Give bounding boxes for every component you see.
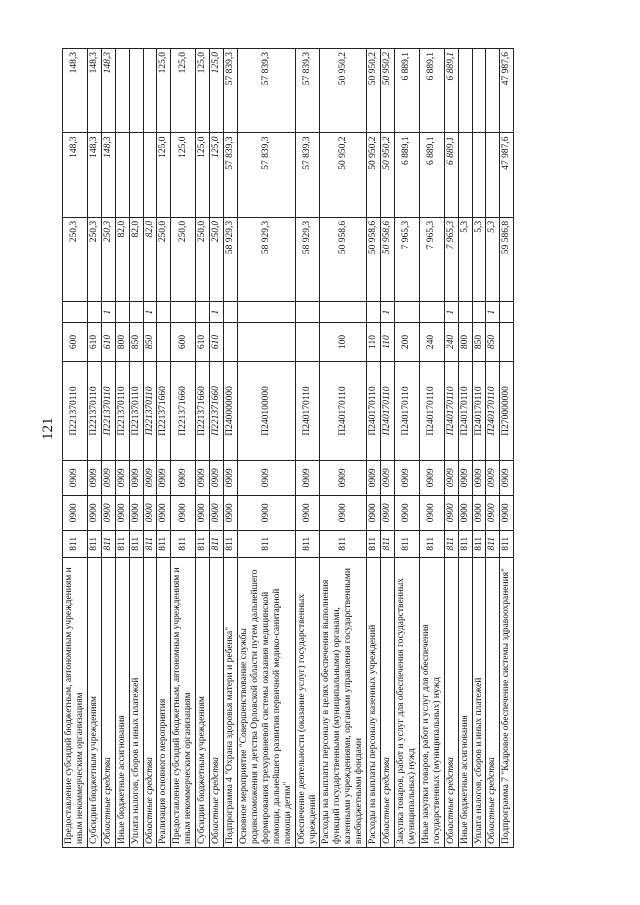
section-cell: 0900 <box>63 495 88 530</box>
section-cell: 0900 <box>458 495 472 530</box>
expense-type-cell <box>157 322 171 361</box>
amount-1-cell: 50 958,6 <box>381 217 395 301</box>
table-row <box>224 49 238 848</box>
marker-cell <box>320 302 367 323</box>
target-article-cell: П221370110 <box>101 362 115 461</box>
row-name-cell: Расходы на выплаты персоналу казенных учреждений <box>367 557 381 847</box>
amount-3-cell: 57 839,3 <box>224 49 238 134</box>
marker-cell: 1 <box>444 302 458 323</box>
amount-1-cell: 5,3 <box>458 217 472 301</box>
amount-2-cell <box>472 133 486 217</box>
row-name-cell: Иные бюджетные ассигнования <box>458 557 472 847</box>
target-article-cell: П221371660 <box>157 362 171 461</box>
subsection-cell: 0909 <box>129 460 143 495</box>
amount-1-cell: 250,0 <box>210 217 224 301</box>
amount-3-cell <box>143 49 157 134</box>
subsection-cell: 0909 <box>87 460 101 495</box>
marker-cell: 1 <box>486 302 500 323</box>
amount-2-cell: 47 987,6 <box>500 133 514 217</box>
table-row <box>500 49 514 848</box>
row-name-cell: Субсидии бюджетным учреждениям <box>87 557 101 847</box>
section-cell: 0900 <box>171 495 196 530</box>
budget-table-sheet <box>62 48 562 848</box>
grbs-cell: 811 <box>419 530 444 557</box>
row-name-cell: Подпрограмма 7 "Кадровое обеспечение системы здравоохранения" <box>500 557 514 847</box>
expense-type-cell: 240 <box>419 322 444 361</box>
subsection-cell: 0909 <box>196 460 210 495</box>
target-article-cell: П240170110 <box>486 362 500 461</box>
amount-1-cell: 58 929,3 <box>237 217 295 301</box>
expense-type-cell <box>224 322 238 361</box>
amount-2-cell: 50 950,2 <box>320 133 367 217</box>
table-row <box>472 49 486 848</box>
marker-cell <box>224 302 238 323</box>
amount-3-cell <box>458 49 472 134</box>
target-article-cell: П270000000 <box>500 362 514 461</box>
target-article-cell: П240170110 <box>381 362 395 461</box>
target-article-cell: П240170110 <box>419 362 444 461</box>
grbs-cell: 811 <box>129 530 143 557</box>
target-article-cell: П240170110 <box>458 362 472 461</box>
target-article-cell: П240170110 <box>320 362 367 461</box>
amount-1-cell: 250,0 <box>196 217 210 301</box>
marker-cell <box>367 302 381 323</box>
amount-3-cell: 6 889,1 <box>394 49 419 134</box>
marker-cell: 1 <box>101 302 115 323</box>
amount-1-cell: 58 929,3 <box>295 217 320 301</box>
subsection-cell: 0909 <box>143 460 157 495</box>
grbs-cell: 811 <box>367 530 381 557</box>
expense-type-cell: 800 <box>458 322 472 361</box>
table-row <box>458 49 472 848</box>
amount-2-cell <box>143 133 157 217</box>
section-cell: 0900 <box>196 495 210 530</box>
table-row <box>210 49 224 848</box>
table-row <box>157 49 171 848</box>
grbs-cell: 811 <box>115 530 129 557</box>
table-row <box>143 49 157 848</box>
amount-1-cell: 7 965,3 <box>444 217 458 301</box>
section-cell: 0900 <box>237 495 295 530</box>
amount-2-cell <box>458 133 472 217</box>
amount-1-cell: 82,0 <box>143 217 157 301</box>
amount-3-cell: 50 950,2 <box>367 49 381 134</box>
row-name-cell: Областные средства <box>210 557 224 847</box>
section-cell: 0900 <box>295 495 320 530</box>
marker-cell <box>157 302 171 323</box>
amount-1-cell: 82,0 <box>115 217 129 301</box>
row-name-cell: Областные средства <box>143 557 157 847</box>
marker-cell: 1 <box>143 302 157 323</box>
table-row <box>87 49 101 848</box>
target-article-cell: П221371660 <box>196 362 210 461</box>
amount-3-cell <box>486 49 500 134</box>
row-name-cell: Предоставление субсидий бюджетным, автономным учреждениям и иным некоммерческим организациям <box>171 557 196 847</box>
expense-type-cell: 110 <box>381 322 395 361</box>
subsection-cell: 0909 <box>458 460 472 495</box>
table-row <box>320 49 367 848</box>
section-cell: 0900 <box>210 495 224 530</box>
table-row <box>367 49 381 848</box>
subsection-cell: 0909 <box>444 460 458 495</box>
target-article-cell: П221370110 <box>143 362 157 461</box>
subsection-cell: 0909 <box>367 460 381 495</box>
expense-type-cell: 610 <box>210 322 224 361</box>
table-row <box>196 49 210 848</box>
subsection-cell: 0909 <box>237 460 295 495</box>
grbs-cell: 811 <box>444 530 458 557</box>
grbs-cell: 811 <box>101 530 115 557</box>
amount-1-cell: 5,3 <box>472 217 486 301</box>
grbs-cell: 811 <box>210 530 224 557</box>
row-name-cell: Областные средства <box>486 557 500 847</box>
marker-cell <box>500 302 514 323</box>
section-cell: 0900 <box>500 495 514 530</box>
row-name-cell: Обеспечение деятельности (оказание услуг) государственных учреждений <box>295 557 320 847</box>
amount-2-cell: 57 839,3 <box>224 133 238 217</box>
amount-1-cell: 250,3 <box>63 217 88 301</box>
subsection-cell: 0909 <box>171 460 196 495</box>
table-row <box>295 49 320 848</box>
subsection-cell: 0909 <box>210 460 224 495</box>
section-cell: 0900 <box>224 495 238 530</box>
amount-2-cell: 148,3 <box>101 133 115 217</box>
target-article-cell: П240170110 <box>367 362 381 461</box>
section-cell: 0900 <box>320 495 367 530</box>
amount-2-cell: 57 839,3 <box>295 133 320 217</box>
table-row <box>101 49 115 848</box>
target-article-cell: П221371660 <box>210 362 224 461</box>
amount-3-cell: 148,3 <box>87 49 101 134</box>
subsection-cell: 0909 <box>101 460 115 495</box>
row-name-cell: Расходы на выплаты персоналу в целях обеспечения выполнения функций государственными (муниципальными) органами, казенными учреждениями, органами управления государственными внебюджетными фондами <box>320 557 367 847</box>
subsection-cell: 0909 <box>419 460 444 495</box>
section-cell: 0900 <box>115 495 129 530</box>
amount-3-cell: 148,3 <box>101 49 115 134</box>
amount-2-cell: 125,0 <box>171 133 196 217</box>
row-name-cell: Подпрограмма 4 "Охрана здоровья матери и ребенка" <box>224 557 238 847</box>
amount-2-cell: 57 839,3 <box>237 133 295 217</box>
amount-1-cell: 7 965,3 <box>394 217 419 301</box>
subsection-cell: 0909 <box>472 460 486 495</box>
section-cell: 0900 <box>472 495 486 530</box>
amount-1-cell: 58 929,3 <box>224 217 238 301</box>
marker-cell <box>115 302 129 323</box>
section-cell: 0900 <box>101 495 115 530</box>
grbs-cell: 811 <box>295 530 320 557</box>
row-name-cell: Областные средства <box>101 557 115 847</box>
marker-cell: 1 <box>381 302 395 323</box>
amount-3-cell <box>115 49 129 134</box>
section-cell: 0900 <box>444 495 458 530</box>
amount-3-cell: 6 889,1 <box>444 49 458 134</box>
target-article-cell: П221370110 <box>87 362 101 461</box>
subsection-cell: 0909 <box>500 460 514 495</box>
amount-3-cell: 125,0 <box>171 49 196 134</box>
subsection-cell: 0909 <box>224 460 238 495</box>
table-row <box>419 49 444 848</box>
row-name-cell: Иные закупки товаров, работ и услуг для обеспечения государственных (муниципальных) нужд <box>419 557 444 847</box>
section-cell: 0900 <box>381 495 395 530</box>
table-row <box>115 49 129 848</box>
amount-1-cell: 59 586,8 <box>500 217 514 301</box>
row-name-cell: Основное мероприятие "Совершенствование службы родовспоможения и детства Орловской области путем дальнейшего формирования трехуровневой системы оказания медицинской помощи, дальнейшего развития первичной медико-санитарной помощи детям" <box>237 557 295 847</box>
amount-2-cell <box>115 133 129 217</box>
target-article-cell: П240170110 <box>295 362 320 461</box>
expense-type-cell: 850 <box>143 322 157 361</box>
subsection-cell: 0909 <box>157 460 171 495</box>
target-article-cell: П221371660 <box>171 362 196 461</box>
budget-table <box>62 48 514 848</box>
expense-type-cell <box>500 322 514 361</box>
expense-type-cell: 610 <box>101 322 115 361</box>
amount-1-cell: 50 958,6 <box>367 217 381 301</box>
amount-2-cell <box>129 133 143 217</box>
target-article-cell: П221370110 <box>63 362 88 461</box>
expense-type-cell: 800 <box>115 322 129 361</box>
expense-type-cell: 600 <box>171 322 196 361</box>
grbs-cell: 811 <box>486 530 500 557</box>
amount-3-cell: 57 839,3 <box>295 49 320 134</box>
row-name-cell: Реализация основного мероприятия <box>157 557 171 847</box>
grbs-cell: 811 <box>472 530 486 557</box>
grbs-cell: 811 <box>143 530 157 557</box>
target-article-cell: П221370110 <box>129 362 143 461</box>
grbs-cell: 811 <box>458 530 472 557</box>
subsection-cell: 0909 <box>320 460 367 495</box>
expense-type-cell <box>237 322 295 361</box>
marker-cell <box>171 302 196 323</box>
target-article-cell: П240170110 <box>444 362 458 461</box>
amount-3-cell <box>472 49 486 134</box>
row-name-cell: Субсидии бюджетным учреждениям <box>196 557 210 847</box>
row-name-cell: Уплата налогов, сборов и иных платежей <box>129 557 143 847</box>
expense-type-cell: 100 <box>320 322 367 361</box>
target-article-cell: П240100000 <box>237 362 295 461</box>
amount-2-cell: 6 889,1 <box>394 133 419 217</box>
expense-type-cell: 610 <box>87 322 101 361</box>
section-cell: 0900 <box>87 495 101 530</box>
amount-1-cell: 50 958,6 <box>320 217 367 301</box>
amount-2-cell: 125,0 <box>196 133 210 217</box>
row-name-cell: Областные средства <box>381 557 395 847</box>
expense-type-cell: 850 <box>129 322 143 361</box>
grbs-cell: 811 <box>237 530 295 557</box>
target-article-cell: П240170110 <box>394 362 419 461</box>
grbs-cell: 811 <box>196 530 210 557</box>
table-row <box>63 49 88 848</box>
amount-3-cell: 125,0 <box>157 49 171 134</box>
grbs-cell: 811 <box>87 530 101 557</box>
amount-1-cell: 250,3 <box>101 217 115 301</box>
section-cell: 0900 <box>157 495 171 530</box>
amount-3-cell: 125,0 <box>210 49 224 134</box>
amount-1-cell: 250,0 <box>171 217 196 301</box>
row-name-cell: Иные бюджетные ассигнования <box>115 557 129 847</box>
table-row <box>381 49 395 848</box>
marker-cell: 1 <box>210 302 224 323</box>
marker-cell <box>237 302 295 323</box>
expense-type-cell: 850 <box>472 322 486 361</box>
expense-type-cell: 850 <box>486 322 500 361</box>
marker-cell <box>419 302 444 323</box>
amount-3-cell: 6 889,1 <box>419 49 444 134</box>
subsection-cell: 0909 <box>115 460 129 495</box>
amount-3-cell: 125,0 <box>196 49 210 134</box>
grbs-cell: 811 <box>500 530 514 557</box>
table-row <box>171 49 196 848</box>
amount-2-cell: 125,0 <box>210 133 224 217</box>
section-cell: 0900 <box>486 495 500 530</box>
row-name-cell: Уплата налогов, сборов и иных платежей <box>472 557 486 847</box>
table-row <box>486 49 500 848</box>
subsection-cell: 0909 <box>486 460 500 495</box>
grbs-cell: 811 <box>171 530 196 557</box>
amount-3-cell <box>129 49 143 134</box>
grbs-cell: 811 <box>381 530 395 557</box>
section-cell: 0900 <box>129 495 143 530</box>
marker-cell <box>295 302 320 323</box>
marker-cell <box>196 302 210 323</box>
table-row <box>394 49 419 848</box>
expense-type-cell <box>295 322 320 361</box>
section-cell: 0900 <box>367 495 381 530</box>
amount-1-cell: 82,0 <box>129 217 143 301</box>
amount-1-cell: 5,3 <box>486 217 500 301</box>
grbs-cell: 811 <box>320 530 367 557</box>
amount-2-cell: 50 950,2 <box>381 133 395 217</box>
marker-cell <box>458 302 472 323</box>
section-cell: 0900 <box>143 495 157 530</box>
expense-type-cell: 200 <box>394 322 419 361</box>
page-number: 121 <box>40 417 56 440</box>
amount-2-cell <box>486 133 500 217</box>
amount-1-cell: 250,3 <box>87 217 101 301</box>
subsection-cell: 0909 <box>63 460 88 495</box>
expense-type-cell: 110 <box>367 322 381 361</box>
table-row <box>237 49 295 848</box>
marker-cell <box>63 302 88 323</box>
marker-cell <box>87 302 101 323</box>
subsection-cell: 0909 <box>394 460 419 495</box>
subsection-cell: 0909 <box>295 460 320 495</box>
amount-1-cell: 7 965,3 <box>419 217 444 301</box>
amount-3-cell: 148,3 <box>63 49 88 134</box>
amount-3-cell: 50 950,2 <box>320 49 367 134</box>
target-article-cell: П240170110 <box>472 362 486 461</box>
section-cell: 0900 <box>419 495 444 530</box>
budget-table-body <box>63 49 514 848</box>
table-row <box>129 49 143 848</box>
grbs-cell: 811 <box>157 530 171 557</box>
target-article-cell: П240000000 <box>224 362 238 461</box>
row-name-cell: Закупка товаров, работ и услуг для обеспечения государственных (муниципальных) нужд <box>394 557 419 847</box>
amount-2-cell: 148,3 <box>87 133 101 217</box>
marker-cell <box>129 302 143 323</box>
amount-3-cell: 47 987,6 <box>500 49 514 134</box>
amount-2-cell: 125,0 <box>157 133 171 217</box>
amount-3-cell: 57 839,3 <box>237 49 295 134</box>
row-name-cell: Предоставление субсидий бюджетным, автономным учреждениям и иным некоммерческим организациям <box>63 557 88 847</box>
amount-2-cell: 50 950,2 <box>367 133 381 217</box>
target-article-cell: П221370110 <box>115 362 129 461</box>
expense-type-cell: 240 <box>444 322 458 361</box>
amount-1-cell: 250,0 <box>157 217 171 301</box>
amount-2-cell: 6 889,1 <box>444 133 458 217</box>
amount-2-cell: 6 889,1 <box>419 133 444 217</box>
grbs-cell: 811 <box>224 530 238 557</box>
marker-cell <box>394 302 419 323</box>
expense-type-cell: 610 <box>196 322 210 361</box>
grbs-cell: 811 <box>63 530 88 557</box>
table-row <box>444 49 458 848</box>
amount-2-cell: 148,3 <box>63 133 88 217</box>
section-cell: 0900 <box>394 495 419 530</box>
subsection-cell: 0909 <box>381 460 395 495</box>
marker-cell <box>472 302 486 323</box>
expense-type-cell: 600 <box>63 322 88 361</box>
amount-3-cell: 50 950,2 <box>381 49 395 134</box>
grbs-cell: 811 <box>394 530 419 557</box>
row-name-cell: Областные средства <box>444 557 458 847</box>
